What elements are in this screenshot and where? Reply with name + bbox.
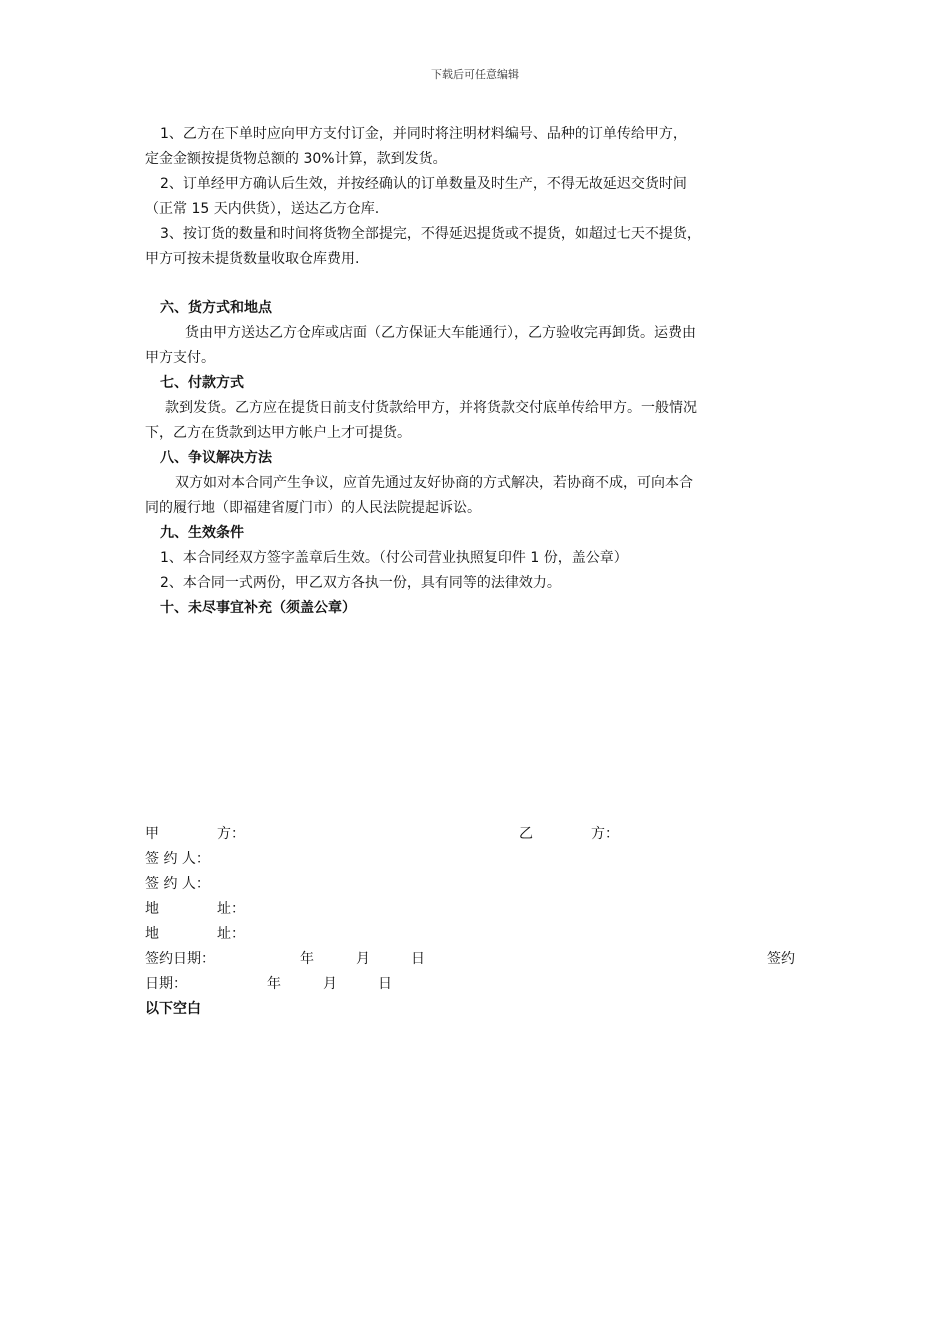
address-row-2: [145, 922, 807, 947]
date-day: 日: [411, 951, 425, 967]
address-label-1b: 址：: [217, 901, 245, 917]
date-row-1: [145, 947, 807, 972]
clause-1-line2: 定金金额按提货物总额的 30%计算，款到发货。: [145, 151, 447, 167]
section-8-line2: 同的履行地（即福建省厦门市）的人民法院提起诉讼。: [145, 500, 481, 516]
party-b-label-2: 方：: [591, 826, 619, 842]
party-a-label-2: 方：: [217, 826, 245, 842]
address-label-2b: 址：: [217, 926, 245, 942]
spacer: [145, 272, 807, 296]
clause-2-line1: 2、订单经甲方确认后生效，并按经确认的订单数量及时生产，不得无故延迟交货时间: [160, 176, 687, 192]
section-10-heading: 十、未尽事宜补充（须盖公章）: [160, 600, 356, 616]
signature-block: [145, 822, 807, 1022]
section-8-heading: 八、争议解决方法: [160, 450, 272, 466]
date-label: 签约日期：: [145, 951, 215, 967]
section-9-heading: 九、生效条件: [160, 525, 244, 541]
date-row-2: [145, 972, 807, 997]
section-6-heading: 六、货方式和地点: [160, 300, 272, 316]
date-day-b: 日: [378, 976, 392, 992]
date-month: 月: [356, 951, 370, 967]
clause-1-line1: 1、乙方在下单时应向甲方支付订金，并同时将注明材料编号、品种的订单传给甲方，: [160, 126, 687, 142]
address-label-2a: 地: [145, 926, 159, 942]
end-note-row: [145, 997, 807, 1022]
date-label-b-part1: 签约: [767, 951, 795, 967]
clause-2-line2: （正常 15 天内供货），送达乙方仓库.: [145, 201, 380, 217]
address-label-1a: 地: [145, 901, 159, 917]
party-b-label-1: 乙: [519, 826, 533, 842]
section-8-line1: 双方如对本合同产生争议，应首先通过友好协商的方式解决，若协商不成，可向本合: [175, 475, 693, 491]
end-note: 以下空白: [145, 1001, 201, 1017]
page-header: 下载后可任意编辑: [431, 68, 519, 81]
signer-label-2: 签 约 人：: [145, 876, 210, 892]
party-a-label-1: 甲: [145, 826, 159, 842]
date-year-b: 年: [267, 976, 281, 992]
clause-3-line1: 3、按订货的数量和时间将货物全部提完，不得延迟提货或不提货，如超过七天不提货，: [160, 226, 701, 242]
signer-row-1: [145, 847, 807, 872]
section-7-heading: 七、付款方式: [160, 375, 244, 391]
section-7-line2: 下，乙方在货款到达甲方帐户上才可提货。: [145, 425, 411, 441]
date-month-b: 月: [323, 976, 337, 992]
party-row: [145, 822, 807, 847]
date-year: 年: [300, 951, 314, 967]
contract-body: [145, 122, 807, 621]
section-9-item1: 1、本合同经双方签字盖章后生效。（付公司营业执照复印件 1 份，盖公章）: [160, 550, 628, 566]
signer-row-2: [145, 872, 807, 897]
section-6-line2: 甲方支付。: [145, 350, 215, 366]
section-7-line1: 款到发货。乙方应在提货日前支付货款给甲方，并将货款交付底单传给甲方。一般情况: [165, 400, 697, 416]
signer-label-1: 签 约 人：: [145, 851, 210, 867]
date-label-b-part2: 日期：: [145, 976, 187, 992]
address-row-1: [145, 897, 807, 922]
section-9-item2: 2、本合同一式两份，甲乙双方各执一份，具有同等的法律效力。: [160, 575, 561, 591]
section-6-line1: 货由甲方送达乙方仓库或店面（乙方保证大车能通行），乙方验收完再卸货。运费由: [185, 325, 696, 341]
clause-3-line2: 甲方可按未提货数量收取仓库费用.: [145, 251, 360, 267]
